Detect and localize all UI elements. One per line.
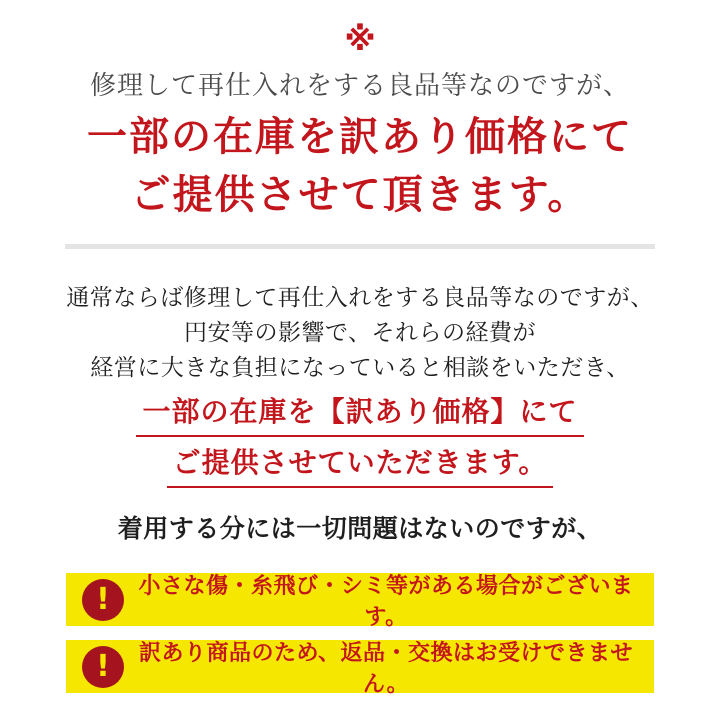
intro-line: 修理して再仕入れをする良品等なのですが、 (89, 71, 630, 101)
headline-line-2: ご提供させて頂きます。 (130, 172, 590, 218)
reference-mark-icon: ※ (344, 20, 376, 58)
note-line: 着用する分には一切問題はないのですが、 (117, 514, 603, 543)
emphasis-line-2-wrap (0, 446, 720, 488)
emphasis-line-1-wrap (0, 395, 720, 437)
section-divider (65, 244, 655, 249)
explanation-line-2: 円安等の影響で、それらの経費が (183, 320, 537, 346)
warning-text-2: 訳あり商品のため、返品・交換はお受けできません。 (138, 640, 634, 697)
exclamation-icon: ! (82, 579, 124, 621)
exclamation-icon: ! (82, 646, 124, 688)
explanation-line-3: 経営に大きな負担になっていると相談をいただき、 (90, 355, 630, 381)
explanation-block (0, 281, 720, 386)
emphasis-line-1: 一部の在庫を【訳あり価格】にて (136, 395, 583, 437)
headline-line-1: 一部の在庫を訳あり価格にて (87, 114, 633, 160)
warning-banner-2 (66, 640, 654, 697)
warning-text-1: 小さな傷・糸飛び・シミ等がある場合がございます。 (138, 573, 634, 630)
explanation-line-1: 通常ならば修理して再仕入れをする良品等なのですが、 (66, 285, 654, 311)
warning-banner-1 (66, 573, 654, 630)
emphasis-line-2: ご提供させていただきます。 (167, 446, 554, 488)
